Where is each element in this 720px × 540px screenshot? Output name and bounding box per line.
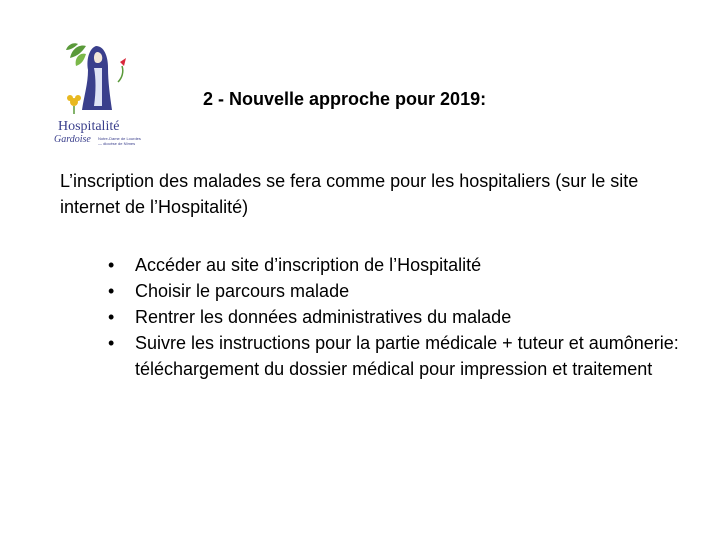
- bullet-text: Choisir le parcours malade: [135, 281, 350, 301]
- bullet-list: [108, 252, 688, 382]
- list-item: [108, 252, 688, 278]
- logo-region: Gardoise: [54, 134, 91, 145]
- bullet-text: Suivre les instructions pour la partie médicale + tuteur et aumônerie: téléchargement du dossier médical pour impression et traitement: [135, 333, 679, 379]
- list-item: [108, 304, 688, 330]
- hospitalite-logo: [52, 36, 144, 152]
- slide-title: 2 - Nouvelle approche pour 2019:: [203, 89, 487, 109]
- madonna-emblem-icon: [52, 36, 144, 120]
- bullet-icon: •: [108, 255, 115, 275]
- bullet-icon: •: [108, 333, 115, 353]
- intro-paragraph: L’inscription des malades se fera comme pour les hospitaliers (sur le site internet de l’Hospitalité): [60, 171, 639, 217]
- list-item: [108, 330, 688, 382]
- logo-name: Hospitalité: [58, 119, 120, 134]
- logo-tagline: Notre-Dame de Lourdes — diocèse de Nîmes: [98, 136, 141, 146]
- list-item: [108, 278, 688, 304]
- bullet-text: Rentrer les données administratives du malade: [135, 307, 512, 327]
- bullet-icon: •: [108, 281, 115, 301]
- bullet-icon: •: [108, 307, 115, 327]
- bullet-text: Accéder au site d’inscription de l’Hospitalité: [135, 255, 482, 275]
